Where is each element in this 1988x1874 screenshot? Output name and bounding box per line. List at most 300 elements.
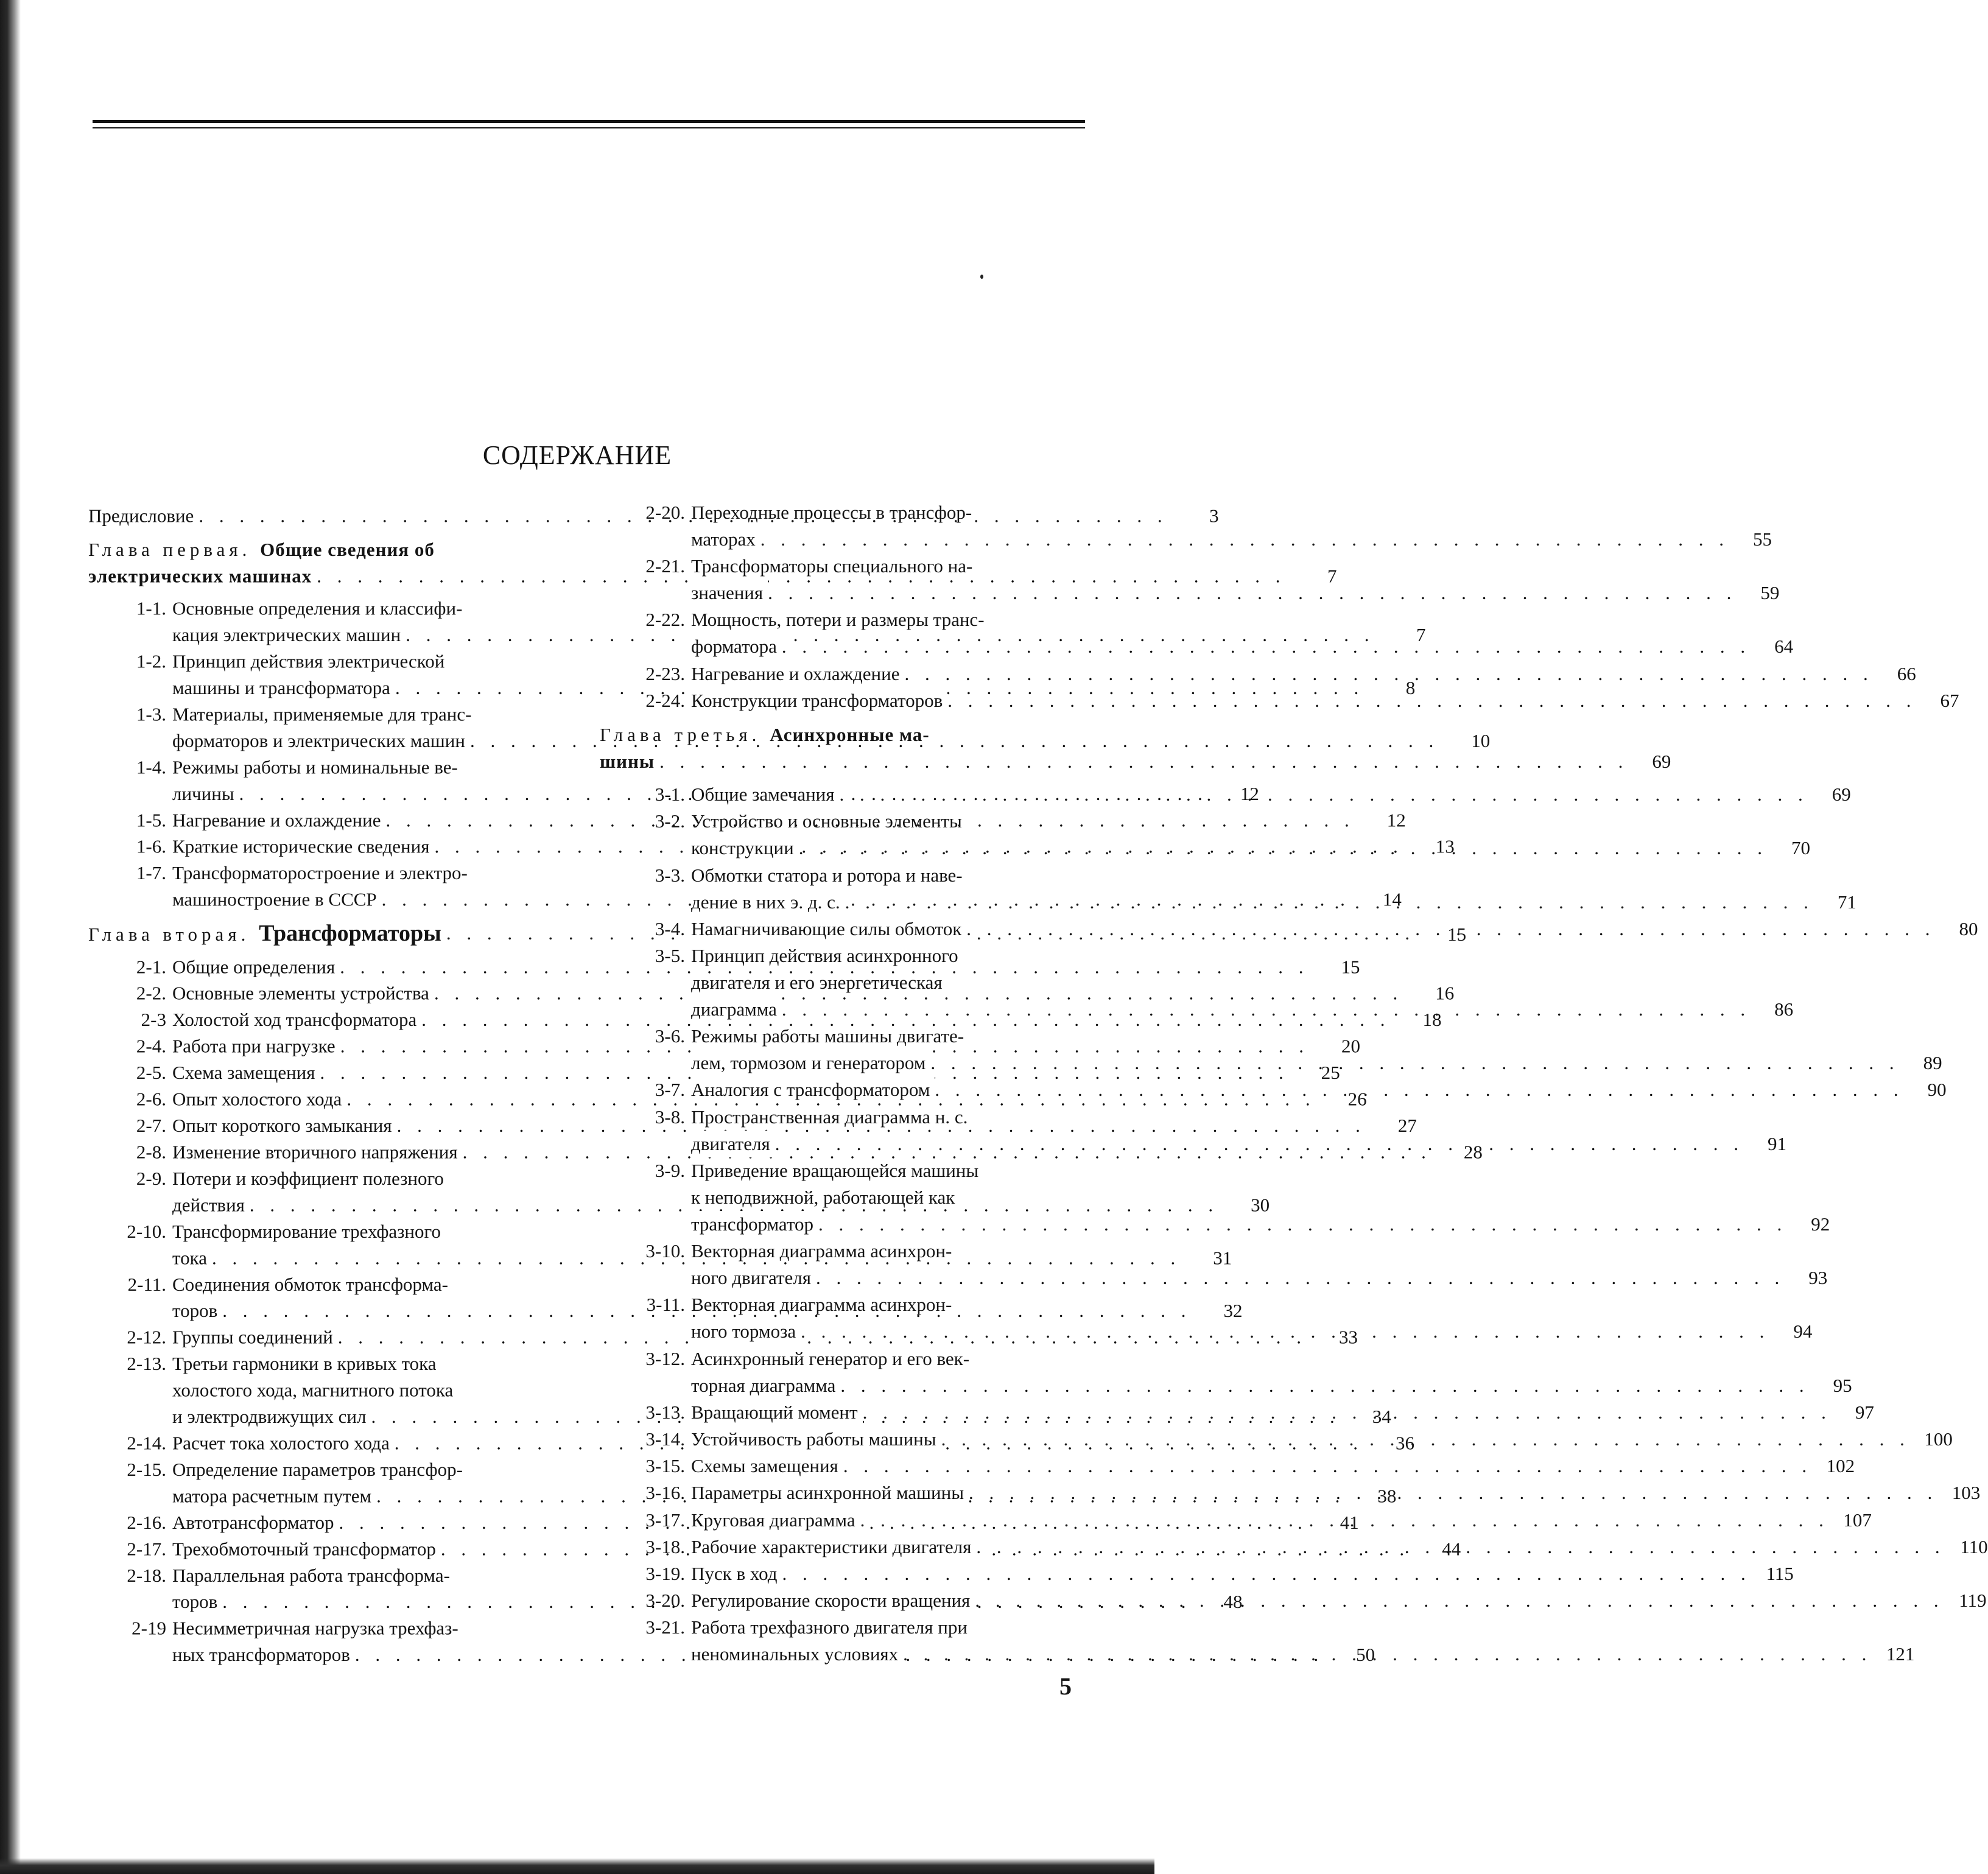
toc-entry-title: [691, 781, 1808, 808]
toc-entry-number: 2-20.: [645, 502, 685, 523]
toc-entry-title: [691, 687, 1917, 714]
toc-entry-line-text: Трехобмоточный трансформатор: [172, 1536, 441, 1562]
toc-entry-line-text: Общие замечания: [691, 781, 840, 808]
toc-entry-number: 3-10.: [645, 1240, 685, 1262]
toc-entry-line-text: Опыт короткого замыкания: [172, 1112, 397, 1139]
toc-entry-line: [691, 942, 1751, 969]
toc-entry: [600, 606, 1794, 660]
toc-entry-line-text: Параллельная работа трансформа-: [172, 1565, 450, 1586]
dot-leader: [976, 1534, 1945, 1560]
toc-entry-page: 8: [1405, 677, 1416, 698]
ink-speck: [980, 275, 983, 279]
toc-entry-line-text: Обмотки статора и ротора и наве-: [691, 864, 963, 886]
toc-entry-title: [691, 1104, 1744, 1157]
toc-entry-page: 34: [1372, 1406, 1391, 1427]
toc-entry-number: 3-13.: [645, 1401, 685, 1423]
toc-entry-line-text: матора расчетным путем: [172, 1483, 376, 1509]
toc-entry-line-text: Устройство и основные элементы: [691, 810, 962, 832]
toc-entry-page: 48: [1223, 1591, 1243, 1613]
toc-entry-line-text: ных трансформаторов: [172, 1642, 355, 1668]
toc-entry-number: 2-18.: [127, 1565, 166, 1586]
toc-entry-page: 36: [1395, 1432, 1414, 1454]
toc-entry-line: [691, 1318, 1769, 1345]
toc-entry-line: [691, 1399, 1832, 1426]
toc-entry: [600, 553, 1780, 606]
toc-entry-line: [691, 1346, 1810, 1372]
toc-entry-line-text: Работа трехфазного двигателя при: [691, 1616, 968, 1638]
toc-entry-page: 110: [1960, 1535, 1988, 1557]
toc-entry-line-text: Определение параметров трансфор-: [172, 1459, 463, 1480]
toc-entry-line: [691, 1507, 1829, 1534]
toc-entry-line-text: диаграмма: [691, 996, 782, 1023]
toc-entry-number: 3-18.: [645, 1535, 685, 1557]
toc-entry-page: 14: [1382, 889, 1402, 910]
toc-entry-number: 2-9.: [136, 1168, 166, 1189]
toc-entry-page: 97: [1855, 1401, 1874, 1423]
toc-entry-line-text: ного тормоза: [691, 1318, 801, 1345]
toc-entry-line-text: дение в них э. д. с.: [691, 889, 845, 916]
toc-entry-line-text: Мощность, потери и размеры транс-: [691, 609, 985, 631]
toc-entry-title: [691, 1238, 1785, 1291]
toc-entry-page: 18: [1422, 1009, 1442, 1031]
toc-entry-line: [691, 1157, 1787, 1184]
toc-entry-page: 69: [1832, 784, 1851, 805]
dot-leader: [840, 781, 1808, 808]
toc-entry-line-text: Автотрансформатор: [172, 1509, 339, 1535]
toc-entry-line: [691, 808, 1768, 835]
chapter-title-text: [88, 563, 317, 589]
toc-entry-number: 3-4.: [655, 918, 685, 939]
dot-leader: [975, 1587, 1944, 1614]
toc-entry-page: 89: [1923, 1052, 1942, 1074]
dot-leader: [863, 1399, 1832, 1426]
toc-entry-number: 2-1.: [136, 956, 166, 978]
toc-entry-line: [691, 606, 1751, 633]
toc-entry-page: 55: [1753, 528, 1772, 550]
toc-entry-page: 30: [1251, 1194, 1270, 1216]
toc-entry-page: 44: [1442, 1538, 1461, 1560]
toc-entry: [600, 499, 1772, 553]
toc-entry-line-text: трансформатор: [691, 1211, 818, 1238]
toc-entry-title: [691, 1291, 1769, 1345]
toc-entry-page: 25: [1321, 1062, 1340, 1084]
toc-entry-line-text: Устойчивость работы машины: [691, 1426, 941, 1453]
toc-entry-page: 69: [1652, 751, 1671, 773]
dot-leader: [941, 1426, 1910, 1453]
toc-entry-number: 3-9.: [655, 1159, 685, 1181]
toc-entry-number: 2-14.: [127, 1432, 166, 1454]
dot-leader: [782, 1560, 1751, 1587]
toc-entry-title: [691, 1587, 1944, 1614]
toc-entry-line-text: Материалы, применяемые для транс-: [172, 703, 472, 725]
toc-entry-page: 16: [1435, 983, 1455, 1004]
toc-entry-title: [691, 1023, 1900, 1076]
toc-entry-line-text: кация электрических машин: [172, 622, 406, 648]
toc-entry-number: 3-21.: [645, 1616, 685, 1638]
toc-entry-line-text: Потери и коэффициент полезного: [172, 1168, 444, 1189]
toc-entry-page: 91: [1767, 1132, 1786, 1154]
chapter-title-line: [600, 721, 1628, 748]
toc-entry-line: [691, 1291, 1769, 1318]
toc-entry-line-text: Векторная диаграмма асинхрон-: [691, 1294, 952, 1316]
toc-entry-line-text: Несимметричная нагрузка трехфаз-: [172, 1618, 458, 1639]
toc-entry-title: [691, 1076, 1904, 1103]
toc-entry: [600, 1346, 1852, 1399]
toc-entry-page: 59: [1760, 582, 1780, 604]
toc-entry-page: 90: [1927, 1079, 1947, 1101]
toc-entry-page: 10: [1471, 730, 1491, 751]
toc-entry-line-text: холостого хода, магнитного потока: [172, 1379, 454, 1401]
toc-entry-page: 103: [1951, 1482, 1981, 1504]
toc-entry-title: [691, 606, 1751, 660]
dot-leader: [768, 580, 1737, 606]
dot-leader: [659, 748, 1628, 775]
toc-entry: [600, 1238, 1828, 1291]
toc-entry-number: 1-2.: [136, 650, 166, 672]
toc-entry-line: [691, 553, 1737, 580]
dot-leader: [801, 1318, 1769, 1345]
toc-entry: [600, 1453, 1855, 1479]
toc-entry-number: 1-5.: [136, 809, 166, 831]
toc-entry-number: 2-8.: [136, 1141, 166, 1163]
toc-entry-page: 66: [1897, 662, 1916, 684]
toc-entry-page: 102: [1826, 1455, 1855, 1477]
page-title: СОДЕРЖАНИЕ: [482, 440, 672, 470]
toc-entry-line-text: Группы соединений: [172, 1324, 338, 1350]
toc-entry-line-text: личины: [172, 781, 239, 807]
toc-entry-line-text: Основные элементы устройства: [172, 980, 434, 1006]
toc-entry-title: [691, 1399, 1832, 1426]
dot-leader: [930, 1050, 1899, 1076]
toc-entry-title: [600, 721, 1628, 775]
toc-entry-number: 2-4.: [136, 1035, 166, 1057]
toc-entry-title: [691, 1614, 1872, 1668]
toc-entry-page: 92: [1811, 1213, 1830, 1235]
toc-entry-number: 2-16.: [127, 1512, 166, 1533]
toc-entry-page: 100: [1924, 1428, 1953, 1450]
toc-entry-line-text: Рабочие характеристики двигателя: [691, 1534, 976, 1560]
dot-leader: [782, 996, 1751, 1023]
toc-entry-number: 2-21.: [645, 555, 685, 577]
dot-leader: [935, 1076, 1903, 1103]
toc-entry-line: [691, 1426, 1910, 1453]
toc-entry-page: 32: [1223, 1300, 1243, 1322]
toc-entry-title: [691, 1560, 1751, 1587]
toc-entry-title: [691, 1157, 1787, 1238]
toc-entry-line: [691, 1265, 1785, 1291]
toc-entry-page: 86: [1774, 998, 1794, 1020]
toc-entry-number: 1-1.: [136, 597, 166, 619]
toc-entry-number: 2-12.: [127, 1327, 166, 1348]
toc-entry-line-text: Намагничивающие силы обмоток: [691, 916, 966, 942]
dot-leader: [818, 1211, 1787, 1238]
toc-entry-line-text: машины и трансформатора: [172, 675, 395, 701]
toc-entry-line: [691, 1614, 1872, 1641]
toc-entry-number: 2-3: [141, 1009, 166, 1031]
toc-entry-page: 41: [1340, 1512, 1359, 1533]
toc-entry-title: [691, 499, 1729, 553]
toc-entry-line: [691, 1104, 1744, 1131]
toc-entry-line-text: действия: [172, 1192, 250, 1218]
toc-entry-line: [691, 969, 1751, 996]
toc-entry-line-text: торов: [172, 1589, 222, 1615]
toc-entry-page: 71: [1837, 891, 1856, 913]
toc-entry: [600, 687, 1959, 714]
toc-entry-line: [691, 661, 1874, 687]
dot-leader: [816, 1265, 1785, 1291]
toc-entry-page: 64: [1774, 636, 1794, 658]
page-number: 5: [1059, 1672, 1072, 1700]
toc-entry-line-text: Режимы работы и номинальные ве-: [172, 756, 458, 778]
toc-entry-page: 3: [1209, 505, 1219, 527]
chapter-title: Общие сведения об: [260, 539, 435, 560]
toc-entry-line-text: двигателя: [691, 1131, 775, 1157]
toc-entry-page: 15: [1341, 956, 1360, 978]
toc-entry-title: [691, 1346, 1810, 1399]
toc-entry-page: 38: [1377, 1485, 1397, 1507]
toc-entry-number: 1-4.: [136, 756, 166, 778]
toc-entry-number: 3-20.: [645, 1590, 685, 1612]
toc-entry-page: 70: [1791, 837, 1810, 859]
toc-entry-line-text: Трансформаторостроение и электро-: [172, 862, 468, 884]
toc-entry-line-text: неноминальных условиях: [691, 1641, 903, 1668]
chapter-title-text: [88, 920, 446, 947]
toc-entry-line-text: Переходные процессы в трансфор-: [691, 502, 972, 523]
toc-entry-page: 31: [1213, 1247, 1232, 1269]
toc-entry-number: 2-7.: [136, 1115, 166, 1136]
toc-entry-line: [691, 835, 1768, 862]
toc-entry-line-text: Приведение вращающейся машины: [691, 1159, 979, 1181]
toc-entry-number: 2-17.: [127, 1538, 166, 1560]
toc-entry-line: [691, 781, 1808, 808]
header-rule-thick: [93, 120, 1085, 123]
dot-leader: [904, 661, 1873, 687]
toc-entry-number: 1-7.: [136, 862, 166, 884]
toc-entry-number: 3-14.: [645, 1428, 685, 1450]
toc-entry-line-text: Регулирование скорости вращения: [691, 1587, 975, 1614]
toc-entry-number: 3-3.: [655, 864, 685, 886]
toc-entry-number: 2-23.: [645, 662, 685, 684]
dot-leader: [845, 889, 1814, 916]
toc-entry-page: 121: [1886, 1643, 1915, 1665]
toc-entry-line-text: Пуск в ход: [691, 1560, 782, 1587]
dot-leader: [840, 1372, 1809, 1399]
toc-entry-number: 2-2.: [136, 983, 166, 1004]
toc-entry-page: 7: [1416, 624, 1426, 645]
toc-entry-number: 3-15.: [645, 1455, 685, 1477]
toc-entry-number: 2-13.: [127, 1353, 166, 1375]
dot-leader: [903, 1641, 1872, 1668]
toc-entry-line-text: Схемы замещения: [691, 1453, 843, 1479]
chapter-label: Глава первая.: [88, 539, 261, 560]
toc-entry-number: 3-6.: [655, 1025, 685, 1047]
toc-entry-page: 80: [1959, 918, 1978, 939]
toc-entry-page: 7: [1327, 565, 1337, 587]
toc-entry-page: 95: [1833, 1374, 1852, 1396]
toc-entry-line-text: ного двигателя: [691, 1265, 816, 1291]
toc-entry-page: 107: [1843, 1509, 1872, 1531]
toc-entry-page: 115: [1766, 1563, 1794, 1585]
toc-entry-line: [691, 1131, 1744, 1157]
toc-entry-line-text: форматоров и электрических машин: [172, 728, 470, 754]
toc-entry-number: 2-24.: [645, 689, 685, 711]
toc-entry-line-text: Предисловие: [88, 503, 198, 529]
toc-entry: [600, 661, 1916, 687]
toc-entry-line: [691, 1534, 1945, 1560]
toc-entry-number: 2-6.: [136, 1088, 166, 1110]
toc-entry-line-text: Работа при нагрузке: [172, 1033, 340, 1059]
toc-entry-title: [691, 661, 1874, 687]
toc-entry-line-text: форматора: [691, 633, 782, 660]
toc-entry-line-text: Основные определения и классифи-: [172, 597, 463, 619]
toc-entry-line-text: Конструкции трансформаторов: [691, 687, 947, 714]
dot-leader: [966, 916, 1935, 942]
chapter-title-line: [600, 748, 1628, 775]
dot-leader: [775, 1131, 1744, 1157]
toc-entry-title: [691, 808, 1768, 862]
chapter-title-text: [600, 724, 930, 745]
toc-entry-number: 2-11.: [127, 1274, 166, 1295]
toc-entry-line: [691, 1641, 1872, 1668]
toc-entry-page: 119: [1959, 1590, 1987, 1612]
toc-entry-line-text: Принцип действия электрической: [172, 650, 445, 672]
toc-entry-number: 3-1.: [655, 784, 685, 805]
toc-entry-line-text: Круговая диаграмма: [691, 1507, 860, 1534]
toc-entry-number: 3-16.: [645, 1482, 685, 1504]
toc-entry-line-text: Асинхронный генератор и его век-: [691, 1347, 970, 1369]
toc-entry-line-text: двигателя и его энергетическая: [691, 971, 943, 993]
toc-entry-number: 2-5.: [136, 1062, 166, 1084]
toc-entry-line-text: Принцип действия асинхронного: [691, 944, 958, 966]
toc-entry-line: [691, 580, 1737, 606]
dot-leader: [947, 687, 1916, 714]
chapter-title-text: [88, 539, 435, 560]
toc-entry-line-text: значения: [691, 580, 768, 606]
toc-entry-line-text: Нагревание и охлаждение: [691, 661, 904, 687]
toc-entry-line: [691, 526, 1729, 553]
toc-entry-line: [691, 889, 1814, 916]
toc-entry-line-text: лем, тормозом и генератором: [691, 1050, 930, 1076]
toc-entry-line-text: Параметры асинхронной машины: [691, 1479, 969, 1506]
toc-entry-page: 12: [1240, 783, 1259, 804]
toc-entry-line: [691, 1453, 1812, 1479]
toc-entry-number: 2-15.: [127, 1459, 166, 1480]
toc-entry-title: [691, 1426, 1910, 1453]
toc-entry-line-text: Опыт холостого хода: [172, 1086, 346, 1112]
toc-entry-line: [691, 1023, 1900, 1050]
toc-entry-line-text: конструкции: [691, 835, 799, 862]
toc-entry-line-text: Вращающий момент: [691, 1399, 863, 1426]
chapter-label: Глава вторая.: [88, 924, 259, 945]
scan-bottom-edge-shadow: [0, 1858, 1154, 1874]
toc-entry-title: [691, 1534, 1945, 1560]
toc-entry-number: 3-8.: [655, 1106, 685, 1128]
toc-entry-line-text: Векторная диаграмма асинхрон-: [691, 1240, 952, 1262]
dot-leader: [760, 526, 1729, 553]
chapter-title: электрических машинах: [88, 565, 312, 587]
toc-entry-title: [691, 553, 1737, 606]
toc-entry-title: [691, 1479, 1937, 1506]
dot-leader: [799, 835, 1768, 862]
toc-entry-line: [691, 1184, 1787, 1211]
toc-entry-line-text: Холостой ход трансформатора: [172, 1007, 421, 1033]
toc-entry-line: [691, 996, 1751, 1023]
toc-entry-line-text: к неподвижной, работающей как: [691, 1186, 955, 1208]
chapter-title: Трансформаторы: [259, 921, 441, 946]
toc-entry-line-text: машиностроение в СССР: [172, 886, 382, 913]
toc-entry-line-text: Третьи гармоники в кривых тока: [172, 1353, 437, 1375]
toc-entry-line: [691, 1211, 1787, 1238]
toc-entry-line-text: Соединения обмоток трансформа-: [172, 1274, 448, 1295]
toc-entry-line: [691, 1587, 1944, 1614]
toc-entry-line-text: Режимы работы машины двигате-: [691, 1025, 964, 1047]
toc-entry-title: [691, 1453, 1812, 1479]
toc-entry-line: [691, 499, 1729, 526]
toc-entry-number: 3-17.: [645, 1509, 685, 1531]
toc-entry: [600, 1560, 1794, 1587]
toc-entry-title: [691, 942, 1751, 1023]
chapter-title-text: [600, 748, 659, 775]
toc-entry-page: 93: [1808, 1267, 1828, 1289]
toc-entry-line-text: Нагревание и охлаждение: [172, 807, 385, 833]
toc-entry-number: 1-3.: [136, 703, 166, 725]
toc-entry-line: [691, 1050, 1900, 1076]
toc-entry-line: [691, 862, 1814, 889]
toc-entry-page: 33: [1339, 1327, 1358, 1348]
chapter-label: Глава третья.: [600, 724, 770, 746]
toc-entry-page: 28: [1463, 1141, 1483, 1163]
chapter-title: Асинхронные ма-: [770, 724, 930, 746]
toc-entry-page: 50: [1356, 1644, 1375, 1666]
toc-entry-line: [691, 687, 1917, 714]
toc-entry-page: 26: [1347, 1088, 1367, 1110]
toc-entry-page: 20: [1341, 1035, 1360, 1057]
scan-left-edge-shadow: [0, 0, 21, 1874]
dot-leader: [843, 1453, 1812, 1479]
toc-entry-title: [691, 862, 1814, 916]
toc-entry-page: 15: [1447, 924, 1467, 945]
chapter-title: шины: [600, 751, 655, 773]
toc-entry-page: 27: [1397, 1115, 1417, 1136]
toc-entry-line-text: Краткие исторические сведения: [172, 833, 435, 860]
toc-entry-number: 2-10.: [127, 1221, 166, 1242]
toc-entry-title: [691, 916, 1936, 942]
toc-entry-line-text: Аналогия с трансформатором: [691, 1076, 935, 1103]
toc-entry-page: 12: [1386, 809, 1406, 831]
dot-leader: [969, 1479, 1937, 1506]
toc-entry-number: 3-19.: [645, 1563, 685, 1585]
toc-entry-number: 3-2.: [655, 810, 685, 832]
toc-entry-line: [691, 1372, 1810, 1399]
toc-entry-title: [691, 1507, 1829, 1534]
toc-entry-line-text: Трансформирование трехфазного: [172, 1221, 441, 1242]
toc-entry-line-text: тока: [172, 1245, 212, 1271]
toc-entry-line-text: торов: [172, 1298, 222, 1324]
toc-entry-line: [691, 1238, 1785, 1265]
toc-entry-line-text: Трансформаторы специального на-: [691, 555, 973, 577]
toc-entry-line-text: Расчет тока холостого хода: [172, 1430, 395, 1456]
toc-entry-line: [691, 1560, 1751, 1587]
toc-entry-line-text: маторах: [691, 526, 760, 553]
toc-entry-number: 3-11.: [646, 1294, 685, 1316]
toc-entry-line-text: и электродвижущих сил: [172, 1403, 371, 1430]
header-rule-thin: [93, 127, 1085, 128]
toc-entry-line: [691, 1076, 1904, 1103]
toc-entry-page: 94: [1793, 1321, 1813, 1342]
toc-entry-line-text: торная диаграмма: [691, 1372, 840, 1399]
toc-entry-number: 2-19: [132, 1618, 166, 1639]
toc-entry-number: 3-5.: [655, 944, 685, 966]
